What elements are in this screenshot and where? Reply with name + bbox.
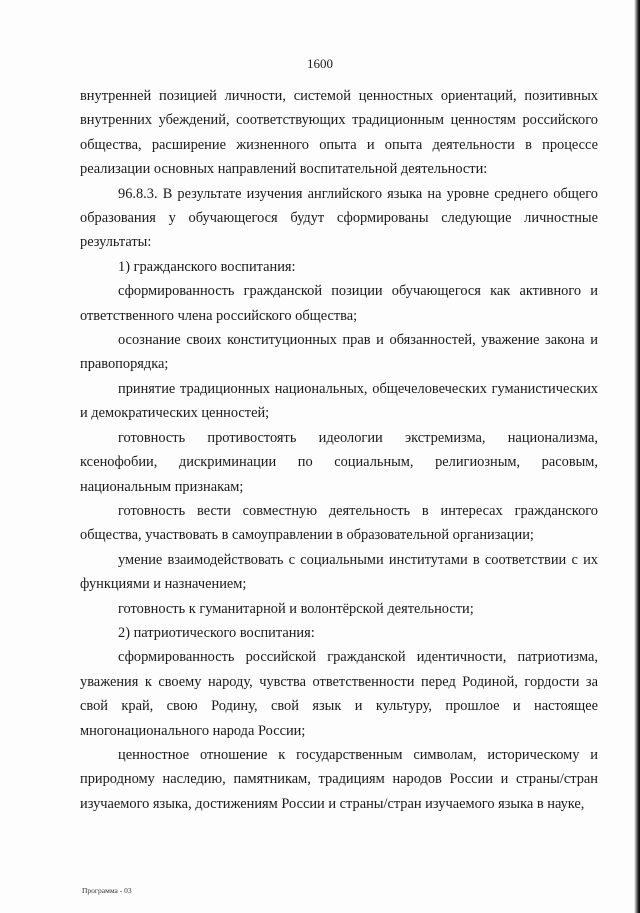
page-number: 1600 [307,56,333,71]
heading-patriotic-education: 2) патриотического воспитания: [118,624,315,641]
list-item: сформированность гражданской позиции обучающегося как активного и ответственного члена российского общества; [80,283,598,324]
paragraph-continuation: внутренней позицией личности, системой ценностных ориентаций, позитивных внутренних убеждений, соответствующих традиционным ценностям российского общества, расширение жизненного опыта и опыта деятельности в процессе реализации основных направлений воспитательной деятельности: [80,88,598,178]
heading-civic-education: 1) гражданского воспитания: [118,258,296,275]
list-item: принятие традиционных национальных, общечеловеческих гуманистических и демократических ценностей; [80,380,598,422]
footer-label: Программа - 03 [82,886,132,895]
scan-edge-shadow [634,0,640,913]
paragraph-section-96-8-3: 96.8.3. В результате изучения английского языка на уровне среднего общего образования у обучающегося будут сформированы следующие личностные результаты: [80,185,598,251]
list-item: осознание своих конституционных прав и обязанностей, уважение закона и правопорядка; [80,332,598,373]
list-item: готовность к гуманитарной и волонтёрской деятельности; [118,600,474,617]
list-item: умение взаимодействовать с социальными институтами в соответствии с их функциями и назначением; [80,551,598,593]
list-item: готовность вести совместную деятельность в интересах гражданского общества, участвовать в самоуправлении в образовательной организации; [80,502,598,544]
body-text [80,84,598,816]
list-item: ценностное отношение к государственным символам, историческому и природному наследию, памятникам, традициям народов России и страны/стран изучаемого языка, достижениям России и страны/стран изучаемого языка в науке, [80,746,598,812]
list-item: сформированность российской гражданской идентичности, патриотизма, уважения к своему народу, чувства ответственности перед Родиной, гордости за свой край, свою Родину, свой язык и культуру, прошлое и настоящее многонационального народа России; [80,649,598,739]
list-item: готовность противостоять идеологии экстремизма, национализма, ксенофобии, дискриминации по социальным, религиозным, расовым, национальным признакам; [80,429,598,495]
